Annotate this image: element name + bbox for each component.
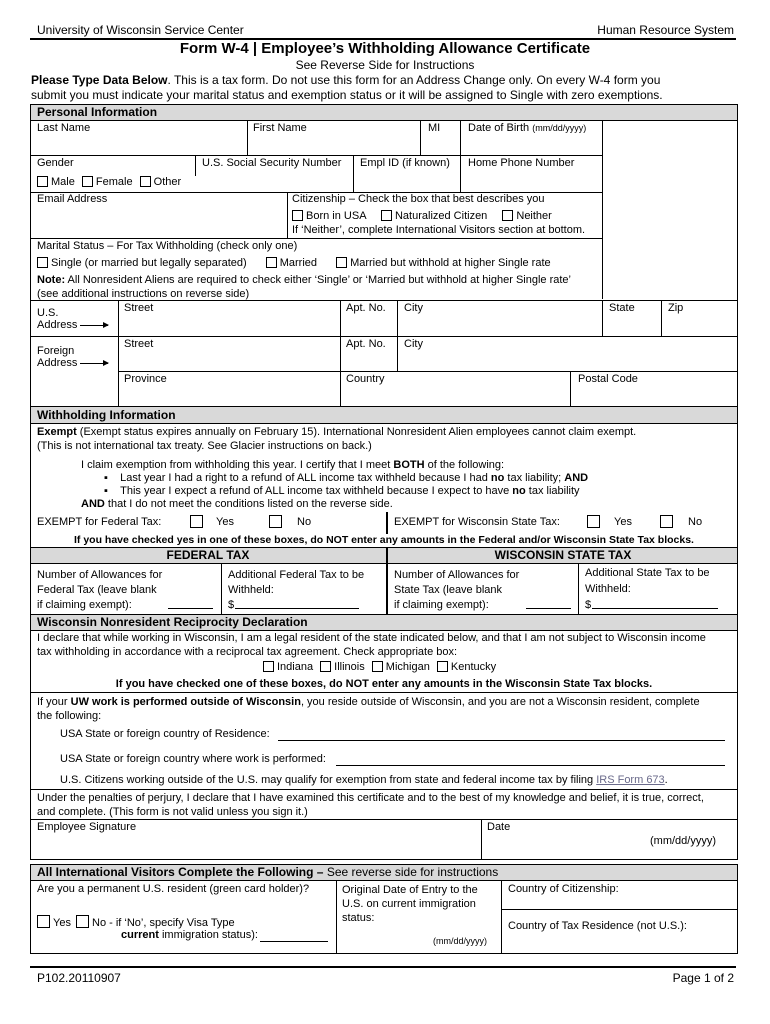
- michigan-checkbox[interactable]: [372, 661, 383, 672]
- entry-date-format: (mm/dd/yyyy): [433, 936, 487, 946]
- exempt-state-yes-label: Yes: [614, 516, 632, 528]
- reciprocity-text-2: tax withholding in accordance with a reciprocal tax agreement. Check appropriate box:: [37, 646, 458, 658]
- outside-text-2: the following:: [37, 710, 102, 722]
- exempt-federal-yes-label: Yes: [216, 516, 234, 528]
- mi-label: MI: [428, 122, 441, 134]
- country-label: Country: [346, 373, 385, 385]
- us-city-label: City: [404, 302, 423, 314]
- foreign-apt-label: Apt. No.: [346, 338, 386, 350]
- fed-additional-field[interactable]: [235, 608, 359, 609]
- gender-label: Gender: [37, 157, 74, 169]
- exempt-state-no-checkbox[interactable]: [660, 515, 673, 528]
- arrow-right-icon: [80, 363, 108, 364]
- permanent-resident-question: Are you a permanent U.S. resident (green card holder)?: [37, 883, 310, 895]
- marital-options: Single (or married but legally separated) Married Married but withhold at higher Single rate: [37, 257, 551, 269]
- citizenship-options: Born in USA Naturalized Citizen Neither: [292, 210, 552, 222]
- empl-id-label: Empl ID (if known): [360, 157, 450, 169]
- nonresident-note: Note: All Nonresident Aliens are required to check either ‘Single’ or ‘Married but withhold at higher Single rate’: [37, 274, 571, 286]
- state-additional-field[interactable]: [592, 608, 718, 609]
- gender-options: Male Female Other: [37, 176, 181, 188]
- postal-code-label: Postal Code: [578, 373, 638, 385]
- permanent-resident-no-checkbox[interactable]: [76, 915, 89, 928]
- perjury-text-1: Under the penalties of perjury, I declare that I have examined this certificate and to the best of my knowledge and belief, it is true, correct,: [37, 792, 704, 804]
- employee-signature-label: Employee Signature: [37, 821, 137, 833]
- us-zip-label: Zip: [668, 302, 684, 314]
- bullet-1: ▪ Last year I had a right to a refund of ALL income tax withheld because I had no tax liability; AND: [104, 472, 589, 484]
- work-location-label: USA State or foreign country where work is performed:: [60, 753, 326, 765]
- foreign-address-label: Foreign Address: [37, 345, 108, 369]
- irs-form-673-link[interactable]: IRS Form 673: [596, 774, 665, 786]
- reciprocity-text-1: I declare that while working in Wisconsin, I am a legal resident of the state indicated below, and that I am not subject to Wisconsin income: [37, 632, 706, 644]
- us-street-label: Street: [124, 302, 154, 314]
- section-personal-information: Personal Information: [37, 105, 158, 119]
- gender-other-checkbox[interactable]: [140, 176, 151, 187]
- arrow-right-icon: [80, 325, 108, 326]
- gender-female-checkbox[interactable]: [82, 176, 93, 187]
- footer-rule: [30, 966, 736, 968]
- and-text: AND that I do not meet the conditions listed on the reverse side.: [81, 498, 393, 510]
- signature-date-format: (mm/dd/yyyy): [650, 835, 716, 847]
- province-label: Province: [124, 373, 167, 385]
- fed-additional-label: Additional Federal Tax to be Withheld: $: [228, 569, 365, 611]
- state-allowances-field[interactable]: [526, 608, 571, 609]
- section-withholding-information: Withholding Information: [37, 408, 176, 422]
- ssn-label: U.S. Social Security Number: [202, 157, 342, 169]
- permanent-resident-options: Yes No - if ‘No’, specify Visa Type: [37, 915, 235, 929]
- citizenship-label: Citizenship – Check the box that best describes you: [292, 193, 545, 205]
- nonresident-note-2: (see additional instructions on reverse side): [37, 288, 250, 300]
- dob-label: Date of Birth (mm/dd/yyyy): [468, 122, 587, 134]
- perjury-text-2: and complete. (This form is not valid unless you sign it.): [37, 806, 308, 818]
- exempt-warning: If you have checked yes in one of these boxes, do NOT enter any amounts in the Federal and/or Wisconsin State Tax blocks.: [74, 534, 694, 546]
- kentucky-checkbox[interactable]: [437, 661, 448, 672]
- us-state-label: State: [609, 302, 635, 314]
- foreign-city-label: City: [404, 338, 423, 350]
- residence-field[interactable]: [278, 740, 725, 741]
- fed-allowances-label: Number of Allowances for Federal Tax (leave blank if claiming exempt):: [37, 569, 163, 611]
- last-name-label: Last Name: [37, 122, 91, 134]
- email-label: Email Address: [37, 193, 108, 205]
- permanent-resident-yes-checkbox[interactable]: [37, 915, 50, 928]
- citizens-exemption-text: U.S. Citizens working outside of the U.S. may qualify for exemption from state and federal income tax by filing IRS Form 673.: [60, 774, 668, 786]
- form-title: Form W-4 | Employee’s Withholding Allowance Certificate: [179, 40, 591, 57]
- claim-text: I claim exemption from withholding this year. I certify that I meet BOTH of the following:: [81, 459, 505, 471]
- state-allowances-label: Number of Allowances for State Tax (leave blank if claiming exempt):: [394, 569, 520, 611]
- illinois-checkbox[interactable]: [320, 661, 331, 672]
- indiana-checkbox[interactable]: [263, 661, 274, 672]
- naturalized-citizen-checkbox[interactable]: [381, 210, 392, 221]
- neither-checkbox[interactable]: [502, 210, 513, 221]
- exempt-federal-no-label: No: [297, 516, 312, 528]
- intro-line-2: submit you must indicate your marital status and exemption status or it will be assigned to Single with zero exemptions.: [31, 88, 663, 102]
- visa-type-field[interactable]: [260, 941, 328, 942]
- exempt-state-yes-checkbox[interactable]: [587, 515, 600, 528]
- exempt-federal-no-checkbox[interactable]: [269, 515, 282, 528]
- exempt-text: Exempt (Exempt status expires annually on February 15). International Nonresident Alien employees cannot claim exempt.: [37, 426, 637, 438]
- work-location-field[interactable]: [336, 765, 725, 766]
- gender-male-checkbox[interactable]: [37, 176, 48, 187]
- marital-status-label: Marital Status – For Tax Withholding (check only one): [37, 240, 298, 252]
- first-name-label: First Name: [253, 122, 307, 134]
- exempt-state-no-label: No: [688, 516, 703, 528]
- signature-date-label: Date: [487, 821, 511, 833]
- form-subtitle: See Reverse Side for Instructions: [295, 58, 475, 72]
- federal-tax-heading: FEDERAL TAX: [166, 548, 250, 562]
- visa-type-label: current immigration status):: [121, 929, 258, 941]
- foreign-street-label: Street: [124, 338, 154, 350]
- form-code: P102.20110907: [37, 971, 121, 985]
- outside-text-1: If your UW work is performed outside of Wisconsin, you reside outside of Wisconsin, and you are not a Wisconsin resident, complete: [37, 696, 700, 708]
- reciprocity-warning: If you have checked one of these boxes, do NOT enter any amounts in the Wisconsin State Tax blocks.: [115, 678, 653, 690]
- born-in-usa-checkbox[interactable]: [292, 210, 303, 221]
- us-address-label: U.S. Address: [37, 307, 108, 331]
- section-reciprocity: Wisconsin Nonresident Reciprocity Declaration: [37, 615, 308, 629]
- section-international-visitors: All International Visitors Complete the Following – See reverse side for instructions: [37, 865, 499, 879]
- state-tax-heading: WISCONSIN STATE TAX: [494, 548, 632, 562]
- header-system: Human Resource System: [597, 23, 734, 37]
- state-additional-label: Additional State Tax to be Withheld: $: [585, 567, 710, 611]
- home-phone-label: Home Phone Number: [468, 157, 575, 169]
- page-number: Page 1 of 2: [672, 971, 734, 985]
- country-tax-residence-label: Country of Tax Residence (not U.S.):: [508, 920, 687, 932]
- single-checkbox[interactable]: [37, 257, 48, 268]
- reciprocity-states: Indiana Illinois Michigan Kentucky: [263, 661, 496, 673]
- intro-line-1: Please Type Data Below. This is a tax form. Do not use this form for an Address Change only. On every W-4 form you: [31, 73, 661, 87]
- exempt-federal-yes-checkbox[interactable]: [190, 515, 203, 528]
- entry-date-label: Original Date of Entry to the U.S. on current immigration status:: [342, 884, 478, 924]
- us-apt-label: Apt. No.: [346, 302, 386, 314]
- exempt-state-label: EXEMPT for Wisconsin State Tax:: [394, 516, 560, 528]
- country-citizenship-label: Country of Citizenship:: [508, 883, 619, 895]
- married-checkbox[interactable]: [266, 257, 277, 268]
- fed-allowances-field[interactable]: [168, 608, 213, 609]
- bullet-2: ▪ This year I expect a refund of ALL income tax withheld because I expect to have no tax liability: [104, 485, 580, 497]
- married-higher-single-checkbox[interactable]: [336, 257, 347, 268]
- exempt-federal-label: EXEMPT for Federal Tax:: [37, 516, 162, 528]
- exempt-text-2: (This is not international tax treaty. See Glacier instructions on back.): [37, 440, 372, 452]
- residence-label: USA State or foreign country of Residence:: [60, 728, 270, 740]
- header-org: University of Wisconsin Service Center: [37, 23, 244, 37]
- citizenship-note: If ‘Neither’, complete International Visitors section at bottom.: [292, 224, 586, 236]
